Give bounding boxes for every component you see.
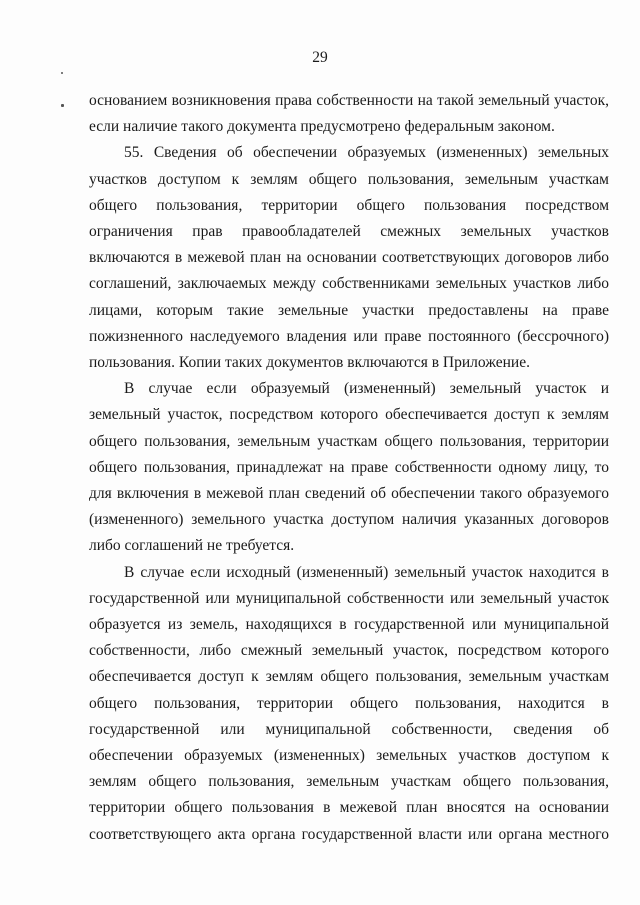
- scan-speck: [61, 104, 64, 107]
- paragraph-same-owner-case: В случае если образуемый (измененный) земельный участок и земельный участок, посредством которого обеспечивается доступ к землям общего пользования, земельным участкам общего пользования, территории общего пользования, принадлежат на праве собственности одному лицу, то для включения в межевой план сведений об обеспечении такого образуемого (измененного) земельного участка доступом наличия указанных договоров либо соглашений не требуется.: [89, 380, 609, 555]
- paragraph-state-property-case: В случае если исходный (измененный) земельный участок находится в государственной или муниципальной собственности или земельный участок образуется из земель, находящихся в государственной или муниципальной собственности, либо смежный земельный участок, посредством которого обеспечивается доступ к землям общего пользования, земельным участкам общего пользования, территории общего пользования, находится в государственной или муниципальной собственности, сведения об обеспечении образуемых (измененных) земельных участков доступом к землям общего пользования, земельным участкам общего пользования, территории общего пользования в межевой план вносятся на основании соответствующего акта органа государственной власти или органа местного: [89, 563, 609, 843]
- document-body: [89, 88, 609, 848]
- paragraph-continuation: основанием возникновения права собственности на такой земельный участок, если наличие такого документа предусмотрено федеральным законом.: [89, 92, 609, 136]
- page-number: 29: [312, 49, 328, 66]
- scan-speck: [61, 72, 63, 74]
- paragraph-55: 55. Сведения об обеспечении образуемых (измененных) земельных участков доступом к землям общего пользования, земельным участкам общего пользования, территории общего пользования посредством ограничения прав правообладателей смежных земельных участков включаются в межевой план на основании соответствующих договоров либо соглашений, заключаемых между собственниками земельных участков либо лицами, которым такие земельные участки предоставлены на праве пожизненного наследуемого владения или праве постоянного (бессрочного) пользования. Копии таких документов включаются в Приложение.: [89, 144, 609, 372]
